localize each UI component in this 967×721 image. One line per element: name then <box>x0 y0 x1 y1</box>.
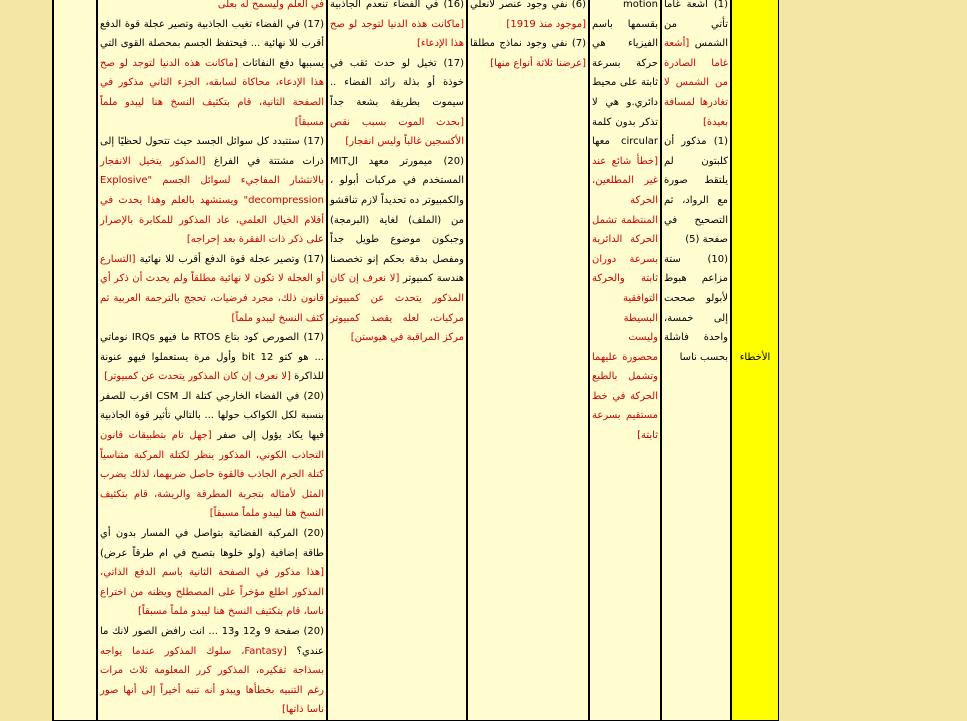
entry-correction-note: [أشعة غاما الصادرة من الشمس لا تغادرها لمسافة بعيدة] <box>664 38 728 128</box>
error-entry <box>330 152 464 348</box>
entry-text: وتصير عجلة قوة الدفع أقرب للا نهائية <box>139 253 300 265</box>
error-entry <box>330 0 464 54</box>
errors-column-2 <box>589 0 661 721</box>
error-entry <box>100 250 324 328</box>
entry-text: مذكور أن كلبتون لم يلتقط صورة مع الرواد، ثم التصحيح في صفحة (5) <box>664 136 728 246</box>
entry-correction-note: [Fantasy، سلوك المذكور عندما يواجه بسذاجة تفكيره، المذكور كرر المعلومة ثلاث مرات رغم التنبيه بخطأها ويبدو أنه تنبه أخيراً إلى أنها صور ناسا ذاتها] <box>100 645 324 716</box>
entry-number: (20) <box>303 626 325 637</box>
entry-number: (20) <box>303 390 324 402</box>
errors-column-4 <box>327 0 467 721</box>
entry-text: أشعة غاما تأتي من الشمس <box>664 0 728 50</box>
entry-correction-note: في العلم وليسمح له بعلى <box>217 0 324 10</box>
entry-number: (20) <box>443 155 464 167</box>
entry-text: نفي وجود عنصر لانعلي <box>470 0 568 10</box>
errors-column-5 <box>97 0 327 721</box>
errors-header-cell <box>731 0 779 721</box>
errors-column-1 <box>661 0 731 721</box>
page-margin-left <box>0 0 52 654</box>
entry-correction-note: [خطأ شائع عند غير المطلعين، الحركة المنتظمة تشمل الحركة الدائرية بسرعة دوران ثابتة والحركة التوافقية البسيطة وليست محصورة عليهما وتشمل بالطبع الحركة في خط مستقيم بسرعة ثابتة] <box>592 155 658 442</box>
error-entry <box>664 250 728 368</box>
entry-correction-note: [ماكانت هذه الدنيا لتوجد لو صح هذا الإدعاء، محاكاة لسابقه، الجزء الثاني مذكور في الصفحة الثانية، قام بتكثيف النسخ هنا ليبدو ملماً مسبقاً] <box>100 57 324 128</box>
error-entry <box>100 15 324 133</box>
entry-correction-note: [لا نعرف إن كان المذكور يتحدث عن كمبيوتر مركبات، لعله يقصد كمبيوتر مركز المراقبة في هيوستن] <box>330 273 464 344</box>
error-entry <box>100 328 324 387</box>
entry-text: في الفضاء تغيب الجاذبية وتصير عجلة قوة الدفع أقرب للا نهائية ... فيحتفظ الجسم بمحصلة القوى التي يسببها دفع النفاثات <box>100 18 324 69</box>
entry-number: (16) <box>443 0 464 10</box>
entry-text: صفحة 9 و12 و13 ... انت رافض الصور لانك ما عندي؟ <box>100 626 325 657</box>
errors-header-label: الأخطاء <box>739 351 771 363</box>
entry-number: (20) <box>303 528 324 540</box>
entry-text: في الفضاء الخارجي كتلة الـ CSM اقرب للصفر بنسبة لكل الكواكب حولها ... بالتالي تأثير قوة الجاذبية فيها يكاد يؤول إلى صفر <box>100 390 324 442</box>
entry-text: في الفضاء تنعدم الجاذبية <box>330 0 439 10</box>
errors-table <box>52 0 779 721</box>
entry-number: (17) <box>303 253 325 265</box>
entry-correction-note: [ماكانت هذه الدنيا لتوجد لو صح هذا الإدعاء] <box>330 18 464 50</box>
entry-number: (17) <box>303 136 324 148</box>
errors-column-3 <box>467 0 589 721</box>
error-entry <box>100 132 324 250</box>
table-row <box>53 0 779 721</box>
entry-correction-note: [التسارع أو العجلة لا تكون لا نهائية مطلقاً ولم يحدث أن ذكر أي قانون ذلك، مجرد فرضيات، تحجج بالترجمة العربية ثم كثف النسخ ليبدو ملماً] <box>100 253 324 324</box>
entry-text: المركبة الفضائية بتواصل في المسار بدون أي طاقة إضافية (ولو خلوها بتصبح في ام طرقاً عرض) <box>100 528 324 559</box>
error-entry <box>664 0 728 132</box>
entry-text: ستتبدد كل سوائل الجسد حيث تتحول لحظيًا إلى ذرات مشتتة في الفراغ <box>100 136 325 167</box>
entry-correction-note: [لا نعرف إن كان المذكور يتحدث عن كمبيوتر] <box>104 371 291 383</box>
error-entry <box>100 622 324 720</box>
entry-number: (1) <box>713 0 728 10</box>
entry-correction-note: [بحدث الموت بسبب نقص الأكسجين غالباً وليس انفجار] <box>330 116 464 148</box>
entry-number: (6) <box>571 0 586 10</box>
entry-text: motion بقسمها باسم الفيزياء هي حركة بسرعة ثابتة على محيط دائري.و هي لا تذكر بدون كلمة circular معها <box>592 0 658 148</box>
entry-number: (17) <box>303 332 325 344</box>
entry-number: (1) <box>713 136 728 148</box>
entry-correction-note: [عرضنا ثلاثة أنواع منها] <box>490 57 586 69</box>
page-margin-right <box>778 0 967 654</box>
entry-correction-note: [هذا مذكور في الصفحة الثانية باسم الدفع الذاتي، المذكور اطلع مؤخراً على المصطلح ويظنه من اختراع ناسا، قام بتكثيف النسخ هنا ليبدو ملماً مسبقاً] <box>100 567 324 618</box>
entry-text: نفي وجود نماذج مطلقا <box>470 38 568 50</box>
error-entry <box>330 54 464 152</box>
entry-text: ميمورتر معهد الMIT المستخدم في مركبات أبولو ، والكمبيوتر ده تحديداً لازم تناقشو من (الملف) لغاية (البرمجة) وجبكون موضوع طويل جداً ومفصل بدقة بحكم إنو تخصصنا هندسة كمبيوتر <box>330 155 464 285</box>
error-entry <box>100 524 324 622</box>
entry-correction-note: [جهل تام بتطبيقات قانون التجاذب الكوني، المذكور ينظر لكتلة المركبة متناسياً كتلة الجرم الجاذب فالقوة حاصل ضربهما، لذلك يضرب المثل لأمثاله بتجربة المطرقة والريشة، قام بتكثيف النسخ هنا ليبدو ملماً مسبقاً] <box>100 430 324 520</box>
entry-correction-note: [موجود منذ 1919] <box>506 18 586 30</box>
entry-number: (17) <box>303 18 324 30</box>
error-entry <box>100 0 324 15</box>
error-entry <box>470 0 586 34</box>
error-entry <box>592 0 658 446</box>
entry-text: الصورص كود بتاع RTOS ما فيهو IRQs نوماتي ... هو كتو 12 bit وأول مرة يستعملوا فيهو عنونة للذاكرة <box>100 332 324 383</box>
entry-number: (17) <box>443 57 464 69</box>
entry-correction-note: [المذكور يتخيل الانفجار بالانتشار المفاجيء لسوائل الجسم "Explosive decompression" ويستشهد بالعلم وهذا يحدث في أفلام الخيال العلمي، عاد المذكور للمكابرة بالإصرار على ذكر ذات الفقرة بعد إحراجه] <box>100 155 324 246</box>
entry-text: ستة مزاعم هبوط لأبولو صححت إلى خمسة، واحدة فاشلة بحسب ناسا <box>664 253 728 363</box>
entry-number: (10) <box>707 253 728 265</box>
error-entry <box>470 34 586 73</box>
entry-text: تخيل لو حدث ثقب في خوذة أو بذلة رائد الفضاء .. سيموت بطريقة بشعة جداً <box>330 57 464 108</box>
error-entry <box>664 132 728 250</box>
blank-cell <box>53 0 97 721</box>
error-entry <box>100 387 324 524</box>
entry-number: (7) <box>571 38 586 50</box>
